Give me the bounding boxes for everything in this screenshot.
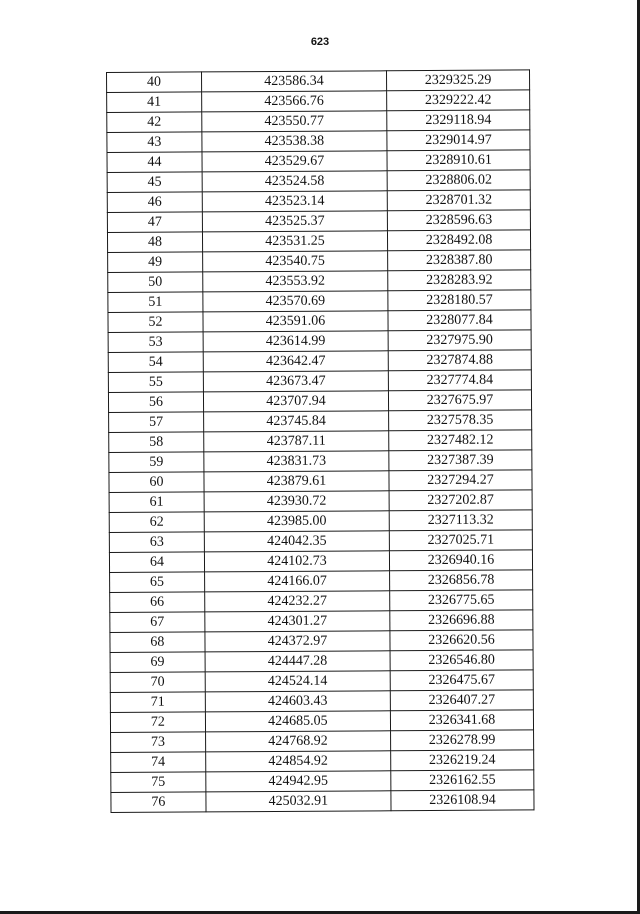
table-row [111, 730, 534, 753]
point-index-cell: 70 [110, 672, 205, 693]
y-coordinate-cell: 2329325.29 [387, 70, 530, 91]
table-row [107, 90, 530, 113]
table-row [108, 310, 531, 333]
y-coordinate-cell: 2326696.88 [390, 610, 533, 631]
point-index-cell: 45 [107, 172, 202, 193]
point-index-cell: 74 [111, 752, 206, 773]
table-row [108, 330, 531, 353]
x-coordinate-cell: 423614.99 [203, 331, 388, 352]
x-coordinate-cell: 423524.58 [202, 171, 387, 192]
point-index-cell: 46 [107, 192, 202, 213]
table-row [108, 250, 531, 273]
point-index-cell: 47 [107, 212, 202, 233]
y-coordinate-cell: 2327675.97 [388, 390, 531, 411]
y-coordinate-cell: 2326407.27 [390, 690, 533, 711]
point-index-cell: 54 [108, 352, 203, 373]
y-coordinate-cell: 2328596.63 [387, 210, 530, 231]
table-row [107, 170, 530, 193]
table-row [107, 150, 530, 173]
y-coordinate-cell: 2328492.08 [388, 230, 531, 251]
point-index-cell: 63 [109, 532, 204, 553]
point-index-cell: 69 [110, 652, 205, 673]
point-index-cell: 48 [107, 232, 202, 253]
y-coordinate-cell: 2327578.35 [389, 410, 532, 431]
y-coordinate-cell: 2327025.71 [389, 530, 532, 551]
x-coordinate-cell: 425032.91 [206, 791, 391, 812]
x-coordinate-cell: 424603.43 [205, 691, 390, 712]
table-row [108, 270, 531, 293]
table-row [107, 210, 530, 233]
y-coordinate-cell: 2328910.61 [387, 150, 530, 171]
table-row [109, 430, 532, 453]
x-coordinate-cell: 424102.73 [204, 551, 389, 572]
y-coordinate-cell: 2328806.02 [387, 170, 530, 191]
x-coordinate-cell: 424042.35 [204, 531, 389, 552]
point-index-cell: 64 [109, 552, 204, 573]
point-index-cell: 68 [110, 632, 205, 653]
point-index-cell: 76 [111, 792, 206, 813]
table-row [110, 590, 533, 613]
x-coordinate-cell: 423745.84 [203, 411, 388, 432]
x-coordinate-cell: 423523.14 [202, 191, 387, 212]
y-coordinate-cell: 2326940.16 [389, 550, 532, 571]
x-coordinate-cell: 423529.67 [202, 151, 387, 172]
y-coordinate-cell: 2328180.57 [388, 290, 531, 311]
table-row [107, 70, 530, 93]
x-coordinate-cell: 423540.75 [202, 251, 387, 272]
x-coordinate-cell: 423930.72 [204, 491, 389, 512]
table-row [109, 490, 532, 513]
point-index-cell: 44 [107, 152, 202, 173]
y-coordinate-cell: 2329118.94 [387, 110, 530, 131]
y-coordinate-cell: 2329222.42 [387, 90, 530, 111]
point-index-cell: 62 [109, 512, 204, 533]
point-index-cell: 58 [109, 432, 204, 453]
table-row [109, 410, 532, 433]
y-coordinate-cell: 2326475.67 [390, 670, 533, 691]
point-index-cell: 73 [111, 732, 206, 753]
x-coordinate-cell: 424768.92 [205, 731, 390, 752]
y-coordinate-cell: 2326546.80 [390, 650, 533, 671]
point-index-cell: 72 [110, 712, 205, 733]
y-coordinate-cell: 2328283.92 [388, 270, 531, 291]
point-index-cell: 59 [109, 452, 204, 473]
x-coordinate-cell: 423787.11 [204, 431, 389, 452]
x-coordinate-cell: 424685.05 [205, 711, 390, 732]
x-coordinate-cell: 424942.95 [206, 771, 391, 792]
y-coordinate-cell: 2328077.84 [388, 310, 531, 331]
point-index-cell: 66 [110, 592, 205, 613]
y-coordinate-cell: 2326775.65 [390, 590, 533, 611]
point-index-cell: 41 [107, 92, 202, 113]
table-row [110, 610, 533, 633]
table-row [111, 790, 534, 813]
point-index-cell: 57 [109, 412, 204, 433]
x-coordinate-cell: 423538.38 [202, 131, 387, 152]
point-index-cell: 50 [108, 272, 203, 293]
x-coordinate-cell: 424166.07 [204, 571, 389, 592]
coordinate-table-body [107, 70, 535, 813]
y-coordinate-cell: 2327482.12 [389, 430, 532, 451]
y-coordinate-cell: 2327975.90 [388, 330, 531, 351]
y-coordinate-cell: 2327387.39 [389, 450, 532, 471]
y-coordinate-cell: 2326620.56 [390, 630, 533, 651]
table-row [108, 290, 531, 313]
x-coordinate-cell: 423586.34 [201, 71, 386, 92]
y-coordinate-cell: 2326219.24 [391, 750, 534, 771]
table-row [107, 230, 530, 253]
x-coordinate-cell: 423707.94 [203, 391, 388, 412]
point-index-cell: 53 [108, 332, 203, 353]
point-index-cell: 55 [108, 372, 203, 393]
x-coordinate-cell: 423879.61 [204, 471, 389, 492]
x-coordinate-cell: 423985.00 [204, 511, 389, 532]
table-row [110, 630, 533, 653]
x-coordinate-cell: 423570.69 [203, 291, 388, 312]
point-index-cell: 67 [110, 612, 205, 633]
point-index-cell: 61 [109, 492, 204, 513]
x-coordinate-cell: 423831.73 [204, 451, 389, 472]
x-coordinate-cell: 423550.77 [202, 111, 387, 132]
table-row [108, 390, 531, 413]
table-row [111, 750, 534, 773]
y-coordinate-cell: 2326108.94 [391, 790, 534, 811]
y-coordinate-cell: 2326856.78 [390, 570, 533, 591]
x-coordinate-cell: 423642.47 [203, 351, 388, 372]
table-row [110, 670, 533, 693]
point-index-cell: 51 [108, 292, 203, 313]
point-index-cell: 40 [107, 72, 202, 93]
x-coordinate-cell: 423531.25 [202, 231, 387, 252]
table-row [110, 570, 533, 593]
table-row [110, 650, 533, 673]
x-coordinate-cell: 423591.06 [203, 311, 388, 332]
x-coordinate-cell: 424524.14 [205, 671, 390, 692]
x-coordinate-cell: 424447.28 [205, 651, 390, 672]
y-coordinate-cell: 2329014.97 [387, 130, 530, 151]
table-row [108, 370, 531, 393]
x-coordinate-cell: 424854.92 [205, 751, 390, 772]
point-index-cell: 52 [108, 312, 203, 333]
table-row [108, 350, 531, 373]
x-coordinate-cell: 423553.92 [203, 271, 388, 292]
x-coordinate-cell: 423673.47 [203, 371, 388, 392]
y-coordinate-cell: 2327113.32 [389, 510, 532, 531]
coordinate-table [106, 69, 535, 813]
x-coordinate-cell: 424372.97 [205, 631, 390, 652]
x-coordinate-cell: 423566.76 [201, 91, 386, 112]
y-coordinate-cell: 2326341.68 [390, 710, 533, 731]
y-coordinate-cell: 2327294.27 [389, 470, 532, 491]
point-index-cell: 56 [108, 392, 203, 413]
x-coordinate-cell: 424301.27 [205, 611, 390, 632]
table-row [109, 470, 532, 493]
point-index-cell: 49 [108, 252, 203, 273]
point-index-cell: 75 [111, 772, 206, 793]
table-row [109, 450, 532, 473]
y-coordinate-cell: 2326162.55 [391, 770, 534, 791]
y-coordinate-cell: 2327874.88 [388, 350, 531, 371]
table-row [109, 550, 532, 573]
table-row [111, 770, 534, 793]
table-row [107, 110, 530, 133]
point-index-cell: 60 [109, 472, 204, 493]
y-coordinate-cell: 2326278.99 [391, 730, 534, 751]
table-row [110, 690, 533, 713]
point-index-cell: 71 [110, 692, 205, 713]
y-coordinate-cell: 2327202.87 [389, 490, 532, 511]
x-coordinate-cell: 424232.27 [205, 591, 390, 612]
table-row [110, 710, 533, 733]
table-row [107, 130, 530, 153]
page-number: 623 [310, 36, 330, 48]
x-coordinate-cell: 423525.37 [202, 211, 387, 232]
point-index-cell: 65 [110, 572, 205, 593]
table-row [107, 190, 530, 213]
y-coordinate-cell: 2327774.84 [388, 370, 531, 391]
point-index-cell: 43 [107, 132, 202, 153]
point-index-cell: 42 [107, 112, 202, 133]
table-row [109, 530, 532, 553]
y-coordinate-cell: 2328701.32 [387, 190, 530, 211]
y-coordinate-cell: 2328387.80 [388, 250, 531, 271]
table-row [109, 510, 532, 533]
